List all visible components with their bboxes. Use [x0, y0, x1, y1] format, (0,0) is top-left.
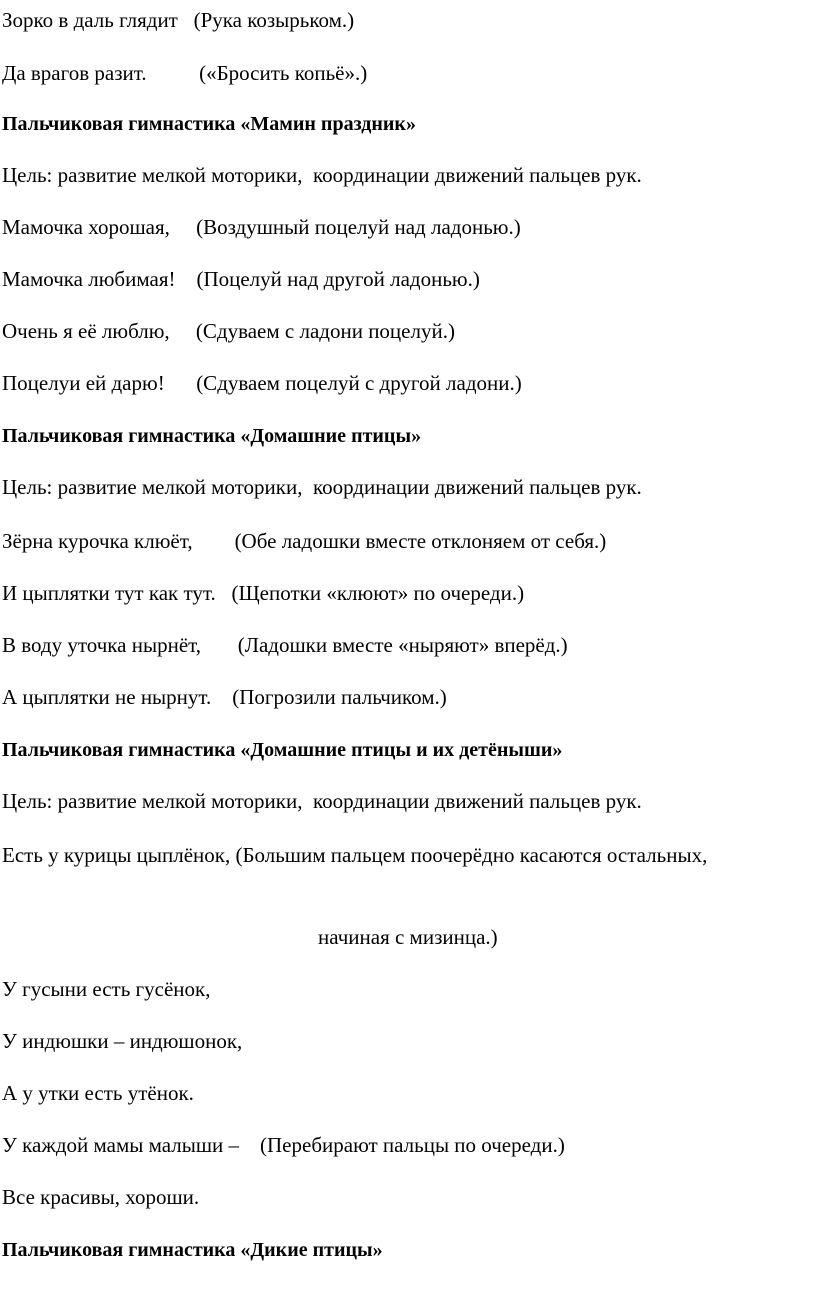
poem-line: В воду уточка нырнёт, (Ладошки вместе «ныряют» вперёд.)	[2, 633, 568, 657]
goal-line: Цель: развитие мелкой моторики, координации движений пальцев рук.	[2, 789, 642, 813]
poem-line: А у утки есть утёнок.	[2, 1081, 194, 1105]
poem-line: Очень я её люблю, (Сдуваем с ладони поцелуй.)	[2, 319, 455, 343]
poem-line: Поцелуи ей дарю! (Сдуваем поцелуй с другой ладони.)	[2, 371, 522, 395]
poem-line-continuation: начиная с мизинца.)	[318, 925, 498, 949]
poem-line: У индюшки – индюшонок,	[2, 1029, 243, 1053]
section-heading: Пальчиковая гимнастика «Домашние птицы»	[2, 425, 422, 447]
poem-line: У гусыни есть гусёнок,	[2, 977, 211, 1001]
poem-line: Да врагов разит. («Бросить копьё».)	[2, 61, 368, 85]
section-heading: Пальчиковая гимнастика «Дикие птицы»	[2, 1239, 383, 1261]
poem-line: Все красивы, хороши.	[2, 1185, 200, 1209]
section-heading: Пальчиковая гимнастика «Мамин праздник»	[2, 113, 416, 135]
goal-line: Цель: развитие мелкой моторики, координации движений пальцев рук.	[2, 475, 642, 499]
poem-line: Мамочка любимая! (Поцелуй над другой ладонью.)	[2, 267, 480, 291]
poem-line: У каждой мамы малыши – (Перебирают пальцы по очереди.)	[2, 1133, 565, 1157]
poem-line: Зорко в даль глядит (Рука козырьком.)	[2, 8, 355, 32]
goal-line: Цель: развитие мелкой моторики, координации движений пальцев рук.	[2, 163, 642, 187]
poem-line: Есть у курицы цыплёнок, (Большим пальцем поочерёдно касаются остальных,	[2, 843, 708, 867]
poem-line: А цыплятки не нырнут. (Погрозили пальчиком.)	[2, 685, 447, 709]
poem-line: И цыплятки тут как тут. (Щепотки «клюют» по очереди.)	[2, 581, 525, 605]
poem-line: Мамочка хорошая, (Воздушный поцелуй над ладонью.)	[2, 215, 521, 239]
section-heading: Пальчиковая гимнастика «Домашние птицы и их детёныши»	[2, 739, 563, 761]
poem-line: Зёрна курочка клюёт, (Обе ладошки вместе отклоняем от себя.)	[2, 529, 607, 553]
